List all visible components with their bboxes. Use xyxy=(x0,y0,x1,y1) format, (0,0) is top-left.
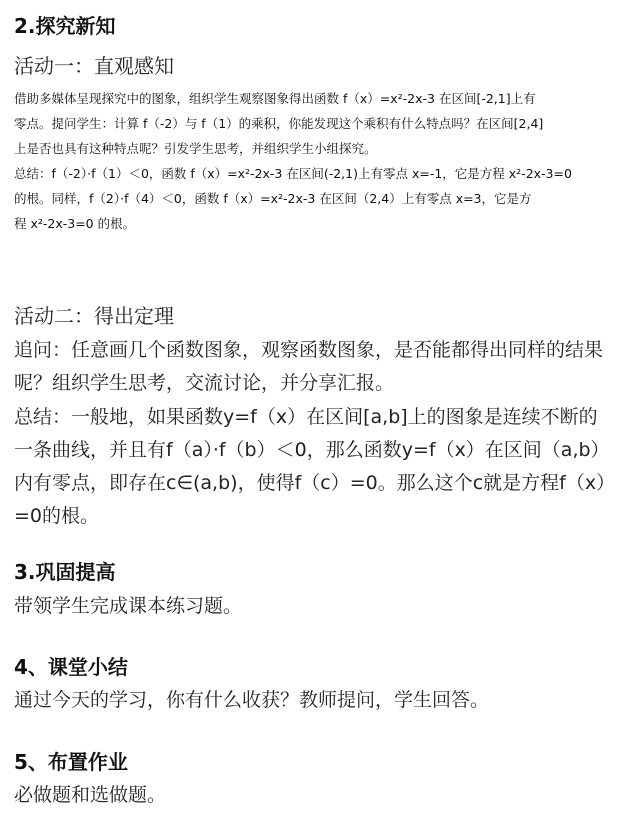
section-5-heading: 5、布置作业 xyxy=(14,750,128,774)
activity-1-line: 总结：f（-2）·f（1）＜0，函数 f（x）=x²-2x-3 在区间(-2,1)上有零点 x=-1，它是方程 x²-2x-3=0 xyxy=(14,166,572,181)
activity-2-title: 活动二：得出定理 xyxy=(14,304,174,328)
activity-1-embedded-text xyxy=(14,86,614,236)
section-3-text: 带领学生完成课本练习题。 xyxy=(14,595,243,617)
activity-2-paragraph-2: 总结：一般地，如果函数y=f（x）在区间[a,b]上的图象是连续不断的一条曲线，并且有f（a）·f（b）＜0，那么函数y=f（x）在区间（a,b）内有零点，即存在c∈(a,b)，使得f（c）=0。那么这个c就是方程f（x）=0的根。 xyxy=(14,406,610,527)
activity-1-line: 的根。同样，f（2）·f（4）＜0，函数 f（x）=x²-2x-3 在区间（2,4）上有零点 x=3，它是方 xyxy=(14,191,532,206)
section-4-heading: 4、课堂小结 xyxy=(14,655,128,679)
activity-1-line: 程 x²-2x-3=0 的根。 xyxy=(14,216,136,231)
activity-1-line: 借助多媒体呈现探究中的图象，组织学生观察图象得出函数 f（x）=x²-2x-3 在区间[-2,1]上有 xyxy=(14,91,536,106)
section-5-text: 必做题和选做题。 xyxy=(14,784,167,806)
section-3-heading: 3.巩固提高 xyxy=(14,560,116,584)
activity-1-line: 上是否也具有这种特点呢？引发学生思考，并组织学生小组探究。 xyxy=(14,141,377,156)
activity-1-title: 活动一：直观感知 xyxy=(14,54,174,78)
section-4-text: 通过今天的学习，你有什么收获？教师提问，学生回答。 xyxy=(14,689,490,711)
activity-2-paragraph-1: 追问：任意画几个函数图象，观察函数图象，是否能都得出同样的结果呢？组织学生思考，交流讨论，并分享汇报。 xyxy=(14,339,604,394)
section-2-heading: 2.探究新知 xyxy=(14,14,116,38)
activity-1-line: 零点。提问学生：计算 f（-2）与 f（1）的乘积，你能发现这个乘积有什么特点吗？在区间[2,4] xyxy=(14,116,544,131)
